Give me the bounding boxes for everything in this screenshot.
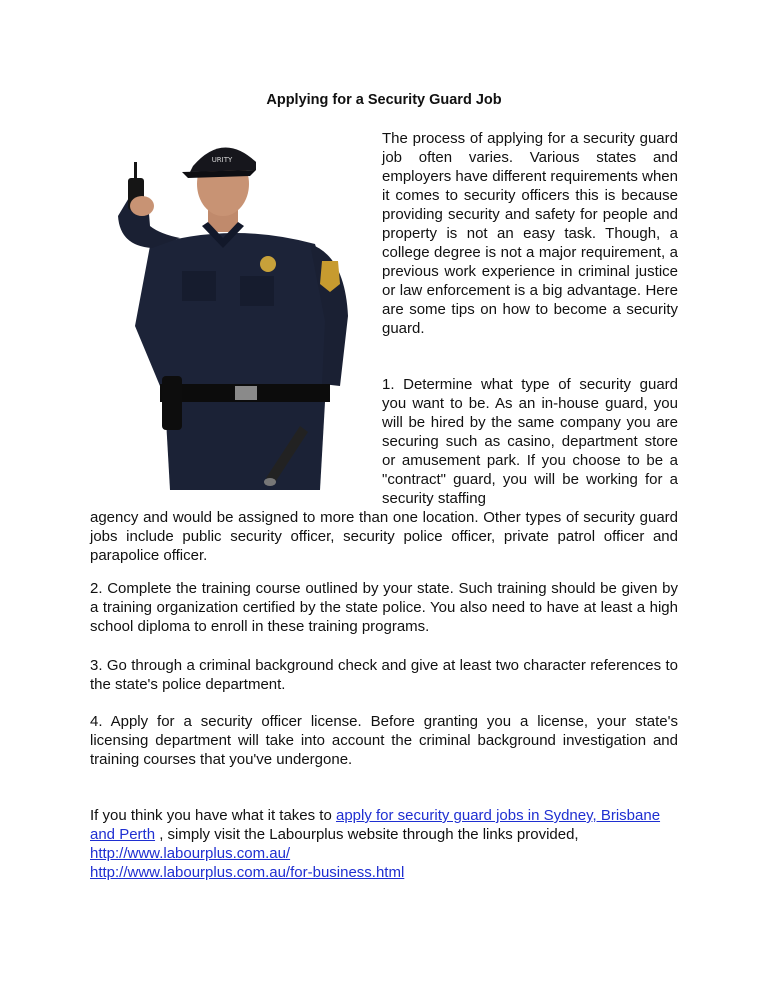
labourplus-business-link[interactable]: http://www.labourplus.com.au/for-business.html — [90, 864, 405, 881]
intro-paragraph: The process of applying for a security guard job often varies. Various states and employers have different requirements when it comes to security officers this is because providing security and safety for people and property is not an easy task. Though, a college degree is not a major requirement, a previous work experience in criminal justice or law enforcement is a big advantage. Here are some tips on how to become a security guard. — [382, 130, 678, 337]
step1-paragraph-start: 1. Determine what type of security guard you want to be. As an in-house guard, you will be hired by the same company you are securing such as casino, department store or amusement park. If you choose to be a "contract" guard, you will be working for a security staffing — [382, 376, 678, 507]
cap-badge-text: URITY — [211, 156, 233, 164]
security-guard-photo — [90, 126, 368, 490]
step2-paragraph: 2. Complete the training course outlined by your state. Such training should be given by a training organization certified by the state police. You also need to have at least a high school diploma to enroll in these training programs. — [90, 580, 678, 635]
security-guard-jobs-link[interactable]: apply for security guard jobs in Sydney, Brisbane and Perth — [90, 807, 661, 843]
call-to-action-paragraph — [90, 806, 678, 882]
step3-paragraph: 3. Go through a criminal background check and give at least two character references to the state's police department. — [90, 657, 678, 693]
cta-text-1: If you think you have what it takes to — [90, 807, 336, 824]
labourplus-home-link[interactable]: http://www.labourplus.com.au/ — [90, 845, 291, 862]
step4-paragraph: 4. Apply for a security officer license. Before granting you a license, your state's licensing department will take into account the criminal background investigation and training courses that you've undergone. — [90, 713, 678, 768]
step1-paragraph-continued: agency and would be assigned to more than one location. Other types of security guard jobs include public security officer, security police officer, private patrol officer and parapolice officer. — [90, 509, 678, 564]
cta-text-2: , simply visit the Labourplus website through the links provided, — [155, 826, 579, 843]
page-title: Applying for a Security Guard Job — [266, 92, 502, 108]
